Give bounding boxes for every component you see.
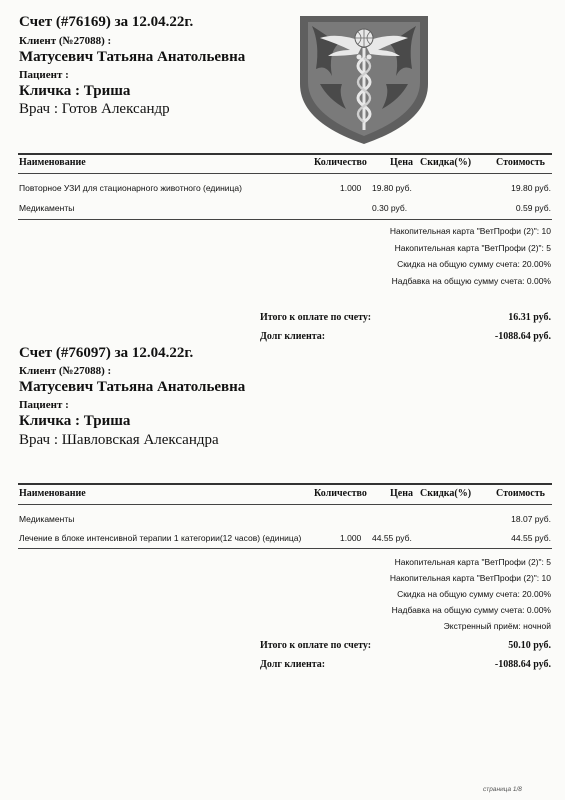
table-header-border [18,504,552,505]
pet-name: Кличка : Триша [19,413,131,429]
col-header-name: Наименование [19,157,86,168]
col-header-qty: Количество [314,157,367,168]
summary-line: Накопительная карта "ВетПрофи (2)": 10 [389,573,551,583]
col-header-cost: Стоимость [496,488,545,499]
row-name: Повторное УЗИ для стационарного животного (единица) [19,183,242,193]
summary-line: Надбавка на общую сумму счета: 0.00% [391,276,551,286]
table-top-border [18,153,552,155]
table-bottom-border [18,219,552,220]
patient-label: Пациент : [19,69,69,81]
row-cost: 19.80 руб. [511,183,551,193]
row-price: 44.55 руб. [372,533,412,543]
row-price: 0.30 руб. [372,203,408,213]
debt-value: -1088.64 руб. [494,659,551,670]
client-label: Клиент (№27088) : [19,365,112,377]
client-name: Матусевич Татьяна Анатольевна [19,379,246,395]
col-header-cost: Стоимость [496,157,545,168]
summary-line: Скидка на общую сумму счета: 20.00% [397,589,551,599]
row-price: 19.80 руб. [372,183,412,193]
patient-label: Пациент : [19,399,69,411]
invoice-title: Счет (#76097) за 12.04.22г. [19,345,194,361]
summary-line: Скидка на общую сумму счета: 20.00% [397,259,551,269]
summary-line: Экстренный приём: ночной [443,621,551,631]
summary-line: Надбавка на общую сумму счета: 0.00% [391,605,551,615]
summary-line: Накопительная карта "ВетПрофи (2)": 10 [389,226,551,236]
col-header-price: Цена [390,157,413,168]
row-name: Лечение в блоке интенсивной терапии 1 категории(12 часов) (единица) [19,533,302,543]
client-name: Матусевич Татьяна Анатольевна [19,49,246,65]
col-header-discount: Скидка(%) [420,488,472,499]
row-cost: 18.07 руб. [511,514,551,524]
row-qty: 1.000 [340,183,362,193]
doctor-name: Врач : Шавловская Александра [19,432,219,448]
total-value: 50.10 руб. [508,640,551,651]
total-label: Итого к оплате по счету: [260,312,372,323]
total-value: 16.31 руб. [508,312,551,323]
col-header-name: Наименование [19,488,86,499]
row-cost: 44.55 руб. [511,533,551,543]
table-top-border [18,483,552,485]
row-cost: 0.59 руб. [515,203,551,213]
row-name: Медикаменты [19,203,75,213]
debt-label: Долг клиента: [260,659,326,670]
caduceus-shield-logo-icon [298,14,430,146]
client-label: Клиент (№27088) : [19,35,112,47]
row-qty: 1.000 [340,533,362,543]
table-header-border [18,173,552,174]
doctor-name: Врач : Готов Александр [19,101,170,117]
table-bottom-border [18,548,552,549]
debt-value: -1088.64 руб. [494,331,551,342]
page-footer: страница 1/8 [482,786,523,793]
summary-line: Накопительная карта "ВетПрофи (2)": 5 [394,557,551,567]
col-header-discount: Скидка(%) [420,157,472,168]
row-name: Медикаменты [19,514,75,524]
invoice-title: Счет (#76169) за 12.04.22г. [19,14,194,30]
col-header-qty: Количество [314,488,367,499]
pet-name: Кличка : Триша [19,83,131,99]
col-header-price: Цена [390,488,413,499]
summary-line: Накопительная карта "ВетПрофи (2)": 5 [394,243,551,253]
debt-label: Долг клиента: [260,331,326,342]
total-label: Итого к оплате по счету: [260,640,372,651]
